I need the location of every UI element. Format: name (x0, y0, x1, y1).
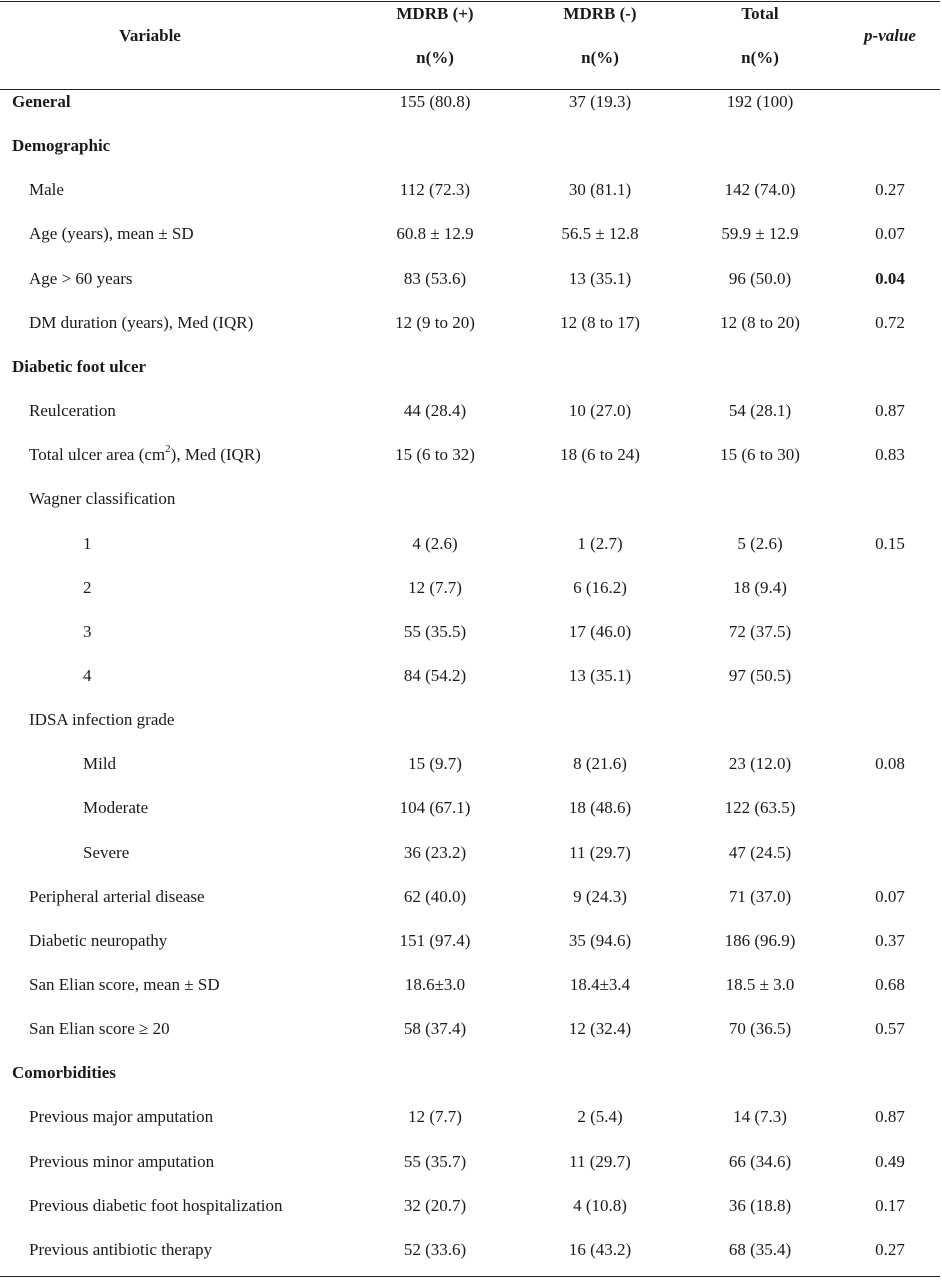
table-row (0, 313, 942, 339)
table-row (0, 931, 942, 957)
section-heading: Demographic (12, 136, 111, 155)
p-value-cell: 0.49 (875, 1152, 905, 1171)
total-cell: 122 (63.5) (724, 798, 796, 817)
table-row (0, 975, 942, 1001)
row-label: Mild (83, 754, 117, 773)
header-variable: Variable (119, 26, 181, 45)
header-total-unit: n(%) (741, 48, 779, 67)
p-value-cell: 0.57 (875, 1019, 905, 1038)
row-label: Peripheral arterial disease (29, 887, 205, 906)
section-heading: General (12, 92, 71, 111)
mdrb-negative-cell: 10 (27.0) (568, 401, 632, 420)
mdrb-negative-cell: 6 (16.2) (573, 578, 627, 597)
mdrb-negative-cell: 30 (81.1) (568, 180, 632, 199)
table-row (0, 269, 942, 295)
mdrb-negative-cell: 8 (21.6) (573, 754, 627, 773)
row-label: Moderate (83, 798, 149, 817)
row-label: IDSA infection grade (29, 710, 175, 729)
section-row (0, 92, 942, 118)
mdrb-negative-cell: 35 (94.6) (568, 931, 632, 950)
row-label: Previous minor amputation (29, 1152, 215, 1171)
row-label: 4 (83, 666, 92, 685)
mdrb-negative-cell: 16 (43.2) (568, 1240, 632, 1259)
mdrb-positive-cell: 58 (37.4) (403, 1019, 467, 1038)
total-cell: 192 (100) (726, 92, 794, 111)
p-value-cell: 0.08 (875, 754, 905, 773)
mdrb-positive-cell: 104 (67.1) (399, 798, 471, 817)
total-cell: 68 (35.4) (728, 1240, 792, 1259)
section-row (0, 136, 942, 162)
row-label: 2 (83, 578, 92, 597)
mdrb-positive-cell: 55 (35.5) (403, 622, 467, 641)
row-label: Total ulcer area $(cm^2)$, Med (IQR) (29, 443, 261, 464)
mdrb-positive-cell: 15 (6 to 32) (395, 445, 475, 464)
mdrb-positive-cell: 112 (72.3) (399, 180, 471, 199)
total-cell: 54 (28.1) (728, 401, 792, 420)
total-cell: 18 (9.4) (733, 578, 787, 597)
mdrb-negative-cell: 17 (46.0) (568, 622, 632, 641)
table-row (0, 622, 942, 648)
total-cell: 72 (37.5) (728, 622, 792, 641)
mdrb-negative-cell: 9 (24.3) (573, 887, 627, 906)
row-label: Wagner classification (29, 489, 176, 508)
mdrb-positive-cell: 84 (54.2) (403, 666, 467, 685)
mdrb-positive-cell: 12 (9 to 20) (395, 313, 475, 332)
total-cell: 23 (12.0) (728, 754, 792, 773)
mdrb-negative-cell: 2 (5.4) (577, 1107, 623, 1126)
table-row (0, 887, 942, 913)
table-header-rule (0, 89, 940, 90)
p-value-cell: 0.27 (875, 180, 905, 199)
header-mdrb-positive-unit: n(%) (416, 48, 454, 67)
total-cell: 186 (96.9) (724, 931, 796, 950)
p-value-cell: 0.07 (875, 224, 905, 243)
table-row (0, 666, 942, 692)
row-label: 1 (83, 534, 92, 553)
row-label: 3 (83, 622, 92, 641)
total-cell: 70 (36.5) (728, 1019, 792, 1038)
total-cell: 96 (50.0) (728, 269, 792, 288)
mdrb-negative-cell: 12 (8 to 17) (560, 313, 640, 332)
mdrb-positive-cell: 52 (33.6) (403, 1240, 467, 1259)
section-heading: Diabetic foot ulcer (12, 357, 147, 376)
row-label: Male (29, 180, 64, 199)
table-row (0, 1019, 942, 1045)
table-row (0, 798, 942, 824)
p-value-cell: 0.87 (875, 1107, 905, 1126)
mdrb-negative-cell: 18 (6 to 24) (560, 445, 640, 464)
row-label: Previous diabetic foot hospitalization (29, 1196, 283, 1215)
mdrb-positive-cell: 36 (23.2) (403, 843, 467, 862)
p-value-cell: 0.72 (875, 313, 905, 332)
header-mdrb-negative-unit: n(%) (581, 48, 619, 67)
total-cell: 15 (6 to 30) (720, 445, 800, 464)
p-value-cell: 0.15 (875, 534, 905, 553)
p-value-cell: 0.37 (875, 931, 905, 950)
mdrb-negative-cell: 18.4±3.4 (569, 975, 631, 994)
table-row (0, 843, 942, 869)
total-cell: 47 (24.5) (728, 843, 792, 862)
mdrb-positive-cell: 151 (97.4) (399, 931, 471, 950)
mdrb-positive-cell: 60.8 ± 12.9 (396, 224, 474, 243)
mdrb-positive-cell: 155 (80.8) (399, 92, 471, 111)
table-row (0, 534, 942, 560)
total-cell: 142 (74.0) (724, 180, 796, 199)
mdrb-positive-cell: 4 (2.6) (412, 534, 458, 553)
header-mdrb-negative: MDRB (-) (563, 4, 637, 23)
p-value-cell: 0.83 (875, 445, 905, 464)
mdrb-positive-cell: 32 (20.7) (403, 1196, 467, 1215)
total-cell: 14 (7.3) (733, 1107, 787, 1126)
section-heading: Comorbidities (12, 1063, 116, 1082)
row-label: Diabetic neuropathy (29, 931, 168, 950)
header-total: Total (741, 4, 779, 23)
mdrb-negative-cell: 1 (2.7) (577, 534, 623, 553)
section-row (0, 1063, 942, 1089)
mdrb-negative-cell: 13 (35.1) (568, 269, 632, 288)
row-label: Age > 60 years (29, 269, 133, 288)
total-cell: 97 (50.5) (728, 666, 792, 685)
total-cell: 5 (2.6) (737, 534, 783, 553)
total-cell: 18.5 ± 3.0 (725, 975, 795, 994)
mdrb-positive-cell: 15 (9.7) (408, 754, 462, 773)
p-value-cell: 0.27 (875, 1240, 905, 1259)
p-value-cell: 0.87 (875, 401, 905, 420)
mdrb-positive-cell: 44 (28.4) (403, 401, 467, 420)
p-value-cell: 0.17 (875, 1196, 905, 1215)
table-row (0, 489, 942, 515)
p-value-cell: 0.68 (875, 975, 905, 994)
mdrb-positive-cell: 12 (7.7) (408, 1107, 462, 1126)
header-mdrb-positive: MDRB (+) (396, 4, 474, 23)
row-label: Previous major amputation (29, 1107, 214, 1126)
row-label: San Elian score, mean ± SD (29, 975, 220, 994)
table-bottom-rule (0, 1276, 940, 1277)
p-value-cell: 0.04 (875, 269, 905, 288)
table-row (0, 445, 942, 471)
table-row (0, 1152, 942, 1178)
mdrb-positive-cell: 62 (40.0) (403, 887, 467, 906)
table-row (0, 1240, 942, 1266)
mdrb-negative-cell: 11 (29.7) (569, 843, 631, 862)
total-cell: 59.9 ± 12.9 (721, 224, 799, 243)
table-row (0, 710, 942, 736)
mdrb-negative-cell: 11 (29.7) (569, 1152, 631, 1171)
total-cell: 71 (37.0) (728, 887, 792, 906)
row-label: Previous antibiotic therapy (29, 1240, 213, 1259)
table-row (0, 1107, 942, 1133)
p-value-cell: 0.07 (875, 887, 905, 906)
header-p-value: p-value (864, 26, 916, 45)
section-row (0, 357, 942, 383)
mdrb-positive-cell: 12 (7.7) (408, 578, 462, 597)
mdrb-negative-cell: 56.5 ± 12.8 (561, 224, 639, 243)
mdrb-negative-cell: 18 (48.6) (568, 798, 632, 817)
mdrb-negative-cell: 37 (19.3) (568, 92, 632, 111)
mdrb-negative-cell: 12 (32.4) (568, 1019, 632, 1038)
total-cell: 66 (34.6) (728, 1152, 792, 1171)
total-cell: 36 (18.8) (728, 1196, 792, 1215)
table-row (0, 1196, 942, 1222)
table-row (0, 578, 942, 604)
mdrb-positive-cell: 18.6±3.0 (404, 975, 466, 994)
table-row (0, 180, 942, 206)
row-label: DM duration (years), Med (IQR) (29, 313, 254, 332)
mdrb-negative-cell: 13 (35.1) (568, 666, 632, 685)
table-row (0, 224, 942, 250)
table-top-rule (0, 1, 940, 2)
row-label: Age (years), mean ± SD (29, 224, 194, 243)
mdrb-negative-cell: 4 (10.8) (573, 1196, 627, 1215)
mdrb-positive-cell: 55 (35.7) (403, 1152, 467, 1171)
total-cell: 12 (8 to 20) (720, 313, 800, 332)
table-row (0, 401, 942, 427)
table-row (0, 754, 942, 780)
row-label: Severe (83, 843, 130, 862)
mdrb-positive-cell: 83 (53.6) (403, 269, 467, 288)
row-label: San Elian score ≥ 20 (29, 1019, 170, 1038)
row-label: Reulceration (29, 401, 116, 420)
